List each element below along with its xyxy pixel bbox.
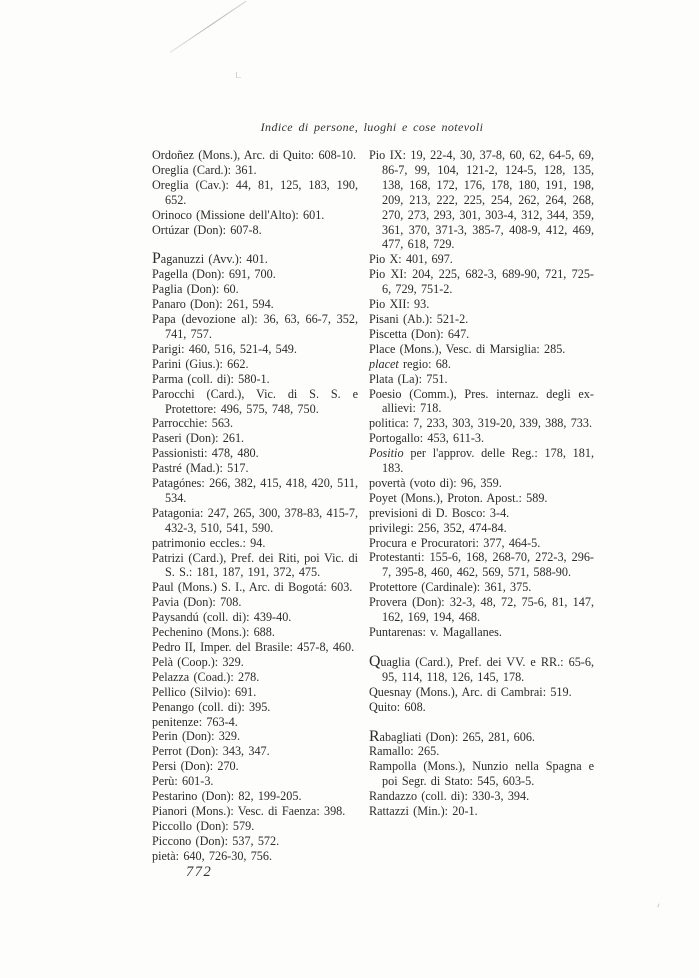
index-entry: Pagella (Don): 691, 700. (152, 267, 276, 282)
index-entry: Piscetta (Don): 647. (369, 326, 470, 341)
running-header: Indice di persone, luoghi e cose notevoli (260, 120, 484, 134)
index-entry: Pio XII: 93. (369, 297, 430, 312)
index-entry: Pianori (Mons.): Vesc. di Faenza: 398. (152, 803, 346, 818)
index-entry: politica: 7, 233, 303, 319-20, 339, 388, 733. (369, 416, 593, 431)
index-entry: Rampolla (Mons.), Nunzio nella Spagna e poi Segr. di Stato: 545, 603-5. (369, 759, 594, 789)
index-entry: Paul (Mons.) S. I., Arc. di Bogotá: 603. (152, 580, 353, 595)
index-entry: Puntarenas: v. Magallanes. (369, 625, 502, 639)
index-entry: Pio XI: 204, 225, 682-3, 689-90, 721, 725-6, 729, 751-2. (369, 267, 594, 297)
index-entry: Pestarino (Don): 82, 199-205. (152, 789, 302, 804)
index-entry: Piccollo (Don): 579. (152, 818, 255, 833)
index-entry: Perù: 601-3. (152, 774, 214, 789)
index-entry: Paysandú (coll. di): 439-40. (152, 610, 292, 625)
index-entry: Orinoco (Missione dell'Alto): 601. (152, 207, 325, 222)
scan-speck-artifact (236, 72, 241, 78)
index-entry: penitenze: 763-4. (152, 714, 238, 729)
index-entry: Pellico (Silvio): 691. (152, 684, 257, 699)
index-entry: Parrocchie: 563. (152, 416, 234, 431)
index-entry: placet regio: 68. (369, 356, 451, 371)
index-columns (152, 148, 594, 864)
index-entry: Place (Mons.), Vesc. di Marsiglia: 285. (369, 341, 566, 356)
index-entry: Procura e Procuratori: 377, 464-5. (369, 535, 541, 550)
index-entry: Pavia (Don): 708. (152, 595, 242, 610)
index-column-right (369, 148, 594, 864)
section-gap (152, 237, 358, 252)
index-entry: Provera (Don): 32-3, 48, 72, 75-6, 81, 147, 162, 169, 194, 468. (369, 595, 594, 625)
index-entry: Parini (Gius.): 662. (152, 356, 249, 371)
index-entry: Patrizi (Card.), Pref. dei Riti, poi Vic. di S. S.: 181, 187, 191, 372, 475. (152, 550, 358, 580)
index-entry: Persi (Don): 270. (152, 759, 239, 774)
index-entry: Ramallo: 265. (369, 744, 440, 759)
scan-crease-artifact (170, 1, 247, 53)
index-entry: Penango (coll. di): 395. (152, 699, 271, 714)
index-entry: Protettore (Cardinale): 361, 375. (369, 580, 532, 595)
index-entry: Ortúzar (Don): 607-8. (152, 222, 262, 237)
index-entry: Poyet (Mons.), Proton. Apost.: 589. (369, 490, 548, 505)
index-entry: Pio IX: 19, 22-4, 30, 37-8, 60, 62, 64-5, 69, 86-7, 99, 104, 121-2, 124-5, 128, 135, 138, 168, 172, 176, 178, 180, 191, 198, 209, 213, 222, 225, 254, 262, 264, 268, 270, 273, 293, 301, 303-4, 312, 344, 359, 361, 370, 371-3, 385-7, 408-9, 412, 469, 477, 618, 729. (369, 148, 594, 252)
index-entry: Protestanti: 155-6, 168, 268-70, 272-3, 296-7, 395-8, 460, 462, 569, 571, 588-90. (369, 550, 594, 580)
index-entry: previsioni di D. Bosco: 3-4. (369, 505, 510, 520)
index-entry: Patagónes: 266, 382, 415, 418, 420, 511, 534. (152, 476, 358, 505)
index-entry: Portogallo: 453, 611-3. (369, 431, 485, 446)
index-entry: Poesio (Comm.), Pres. internaz. degli ex-allievi: 718. (369, 386, 594, 416)
index-entry: Perin (Don): 329. (152, 729, 241, 744)
index-entry: Randazzo (coll. di): 330-3, 394. (369, 789, 530, 804)
index-entry: Rabagliati (Don): 265, 281, 606. (369, 727, 535, 745)
index-entry: Pio X: 401, 697. (369, 252, 453, 267)
index-entry: Papa (devozione al): 36, 63, 66-7, 352, 741, 757. (152, 312, 358, 341)
index-entry: Pelazza (Coad.): 278. (152, 669, 260, 684)
index-entry: Quito: 608. (369, 699, 426, 714)
index-entry: Pisani (Ab.): 521-2. (369, 311, 469, 326)
section-gap (369, 715, 594, 730)
index-entry: Pechenino (Mons.): 688. (152, 625, 275, 640)
index-entry: Parocchi (Card.), Vic. di S. S. e Protettore: 496, 575, 748, 750. (152, 386, 358, 416)
index-entry: privilegi: 256, 352, 474-84. (369, 520, 507, 535)
index-entry: Plata (La): 751. (369, 371, 448, 386)
index-entry: Pelà (Coop.): 329. (152, 654, 244, 669)
page-number: 772 (186, 864, 213, 880)
index-entry: povertà (voto di): 96, 359. (369, 475, 502, 490)
scan-speck-artifact (654, 902, 659, 907)
index-entry: Ordoñez (Mons.), Arc. di Quito: 608-10. (152, 148, 357, 162)
index-column-left (152, 148, 358, 864)
index-entry: Parma (coll. di): 580-1. (152, 371, 270, 386)
index-entry: Passionisti: 478, 480. (152, 446, 259, 461)
index-entry: Positio per l'approv. delle Reg.: 178, 181, 183. (369, 446, 594, 476)
section-gap (369, 640, 594, 655)
index-entry: Quesnay (Mons.), Arc. di Cambrai: 519. (369, 684, 572, 699)
index-entry: pietà: 640, 726-30, 756. (152, 848, 273, 863)
index-entry: Piccono (Don): 537, 572. (152, 833, 280, 848)
index-entry: Perrot (Don): 343, 347. (152, 744, 270, 759)
index-entry: patrimonio eccles.: 94. (152, 535, 266, 550)
index-entry: Paganuzzi (Avv.): 401. (152, 250, 268, 268)
index-entry: Pastré (Mad.): 517. (152, 461, 249, 476)
index-entry: Pedro II, Imper. del Brasile: 457-8, 460. (152, 640, 355, 654)
index-entry: Paseri (Don): 261. (152, 431, 245, 446)
index-entry: Oreglia (Cav.): 44, 81, 125, 183, 190, 652. (152, 177, 358, 207)
index-entry: Rattazzi (Min.): 20-1. (369, 804, 478, 819)
index-entry: Quaglia (Card.), Pref. dei VV. e RR.: 65-6, 95, 114, 118, 126, 145, 178. (369, 652, 594, 684)
index-entry: Parigi: 460, 516, 521-4, 549. (152, 341, 297, 356)
index-entry: Paglia (Don): 60. (152, 282, 239, 297)
index-entry: Panaro (Don): 261, 594. (152, 297, 274, 312)
index-entry: Patagonia: 247, 265, 300, 378-83, 415-7, 432-3, 510, 541, 590. (152, 505, 358, 535)
index-entry: Oreglia (Card.): 361. (152, 162, 257, 177)
